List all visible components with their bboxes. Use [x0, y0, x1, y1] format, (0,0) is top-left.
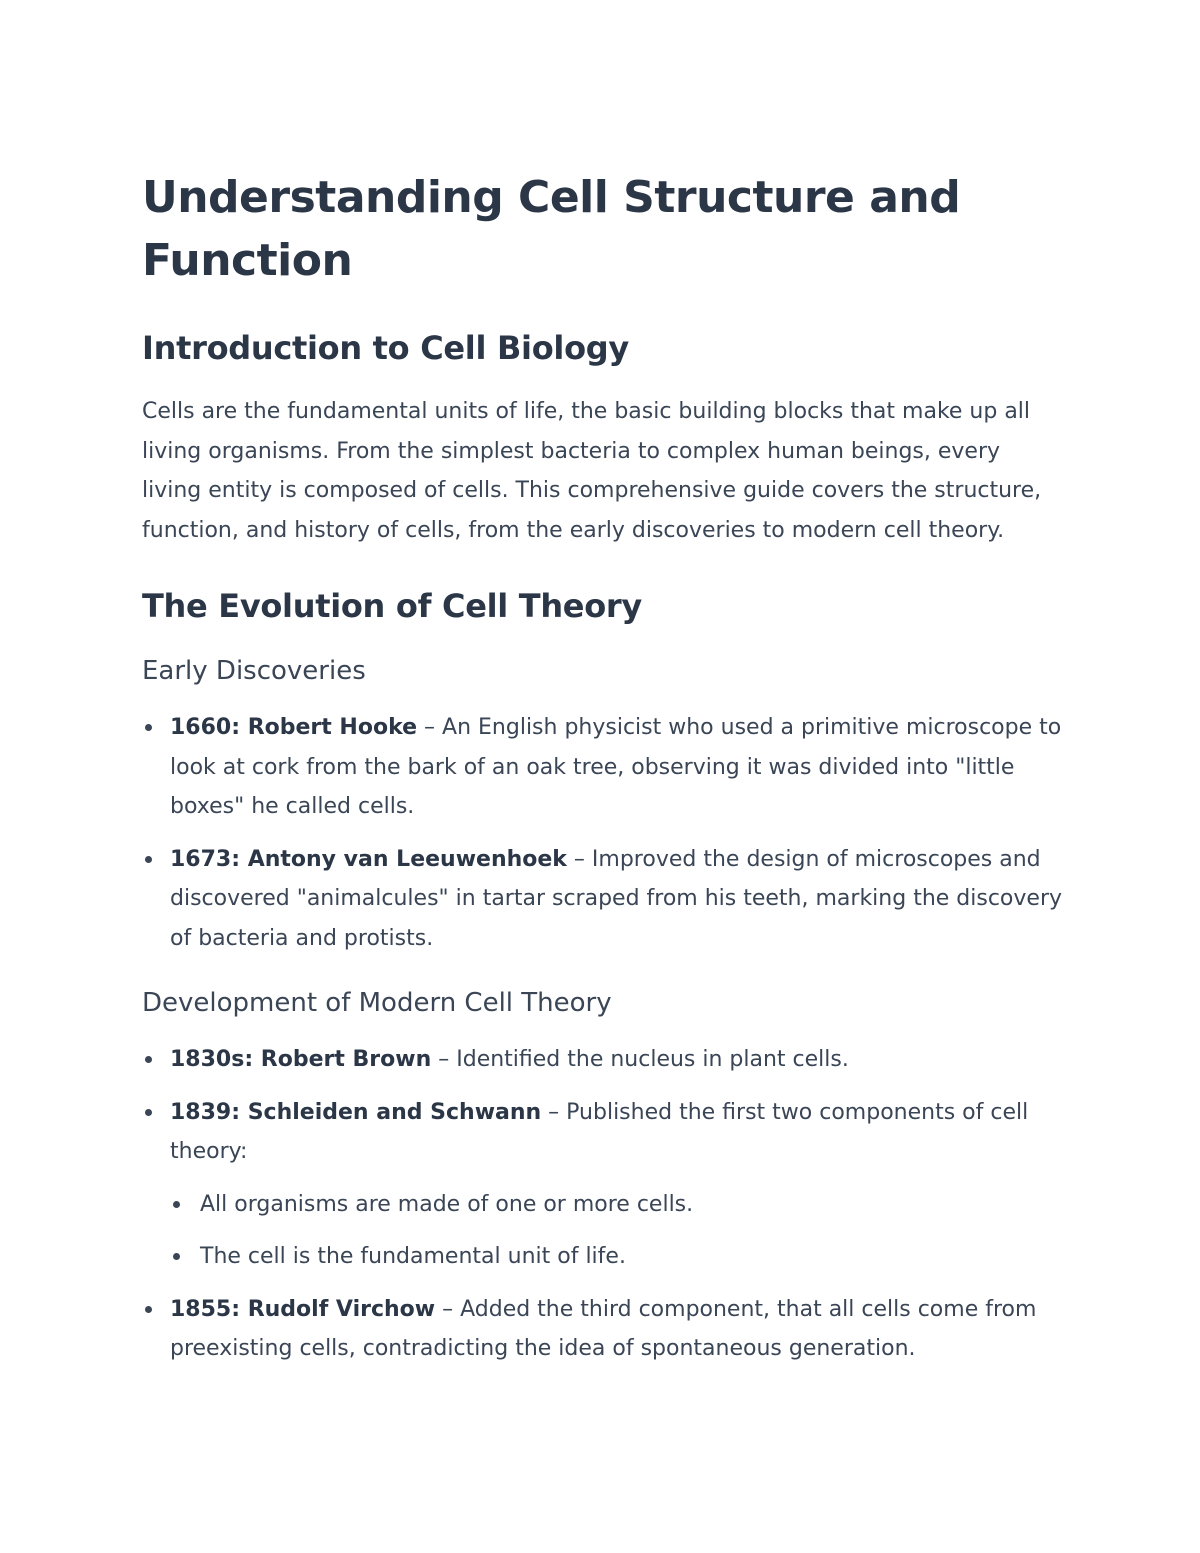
list-item-text: – Published the first two components of cell theory:	[170, 1099, 1029, 1164]
list-item	[142, 1040, 1062, 1080]
list-item-text: – An English physicist who used a primitive microscope to look at cork from the bark of an oak tree, observing it was divided into "little boxes" he called cells.	[170, 715, 1062, 819]
list-item-lead: 1660: Robert Hooke	[170, 715, 418, 740]
list-item-text: – Added the third component, that all cells come from preexisting cells, contradicting the idea of spontaneous generation.	[170, 1296, 1037, 1361]
early-discoveries-list	[142, 708, 1062, 958]
sub-list-item: All organisms are made of one or more cells.	[170, 1185, 1062, 1225]
list-item-text: – Improved the design of microscopes and discovered "animalcules" in tartar scraped from his teeth, marking the discovery of bacteria and protists.	[170, 846, 1063, 951]
modern-cell-theory-list	[142, 1040, 1062, 1369]
list-item-text: – Identified the nucleus in plant cells.	[431, 1047, 849, 1072]
list-item-lead: 1830s: Robert Brown	[170, 1047, 432, 1072]
document-title: Understanding Cell Structure and Function	[142, 172, 961, 286]
cell-theory-components-list	[170, 1185, 1062, 1277]
section-heading-evolution: The Evolution of Cell Theory	[142, 587, 642, 625]
list-item	[142, 708, 1062, 827]
subheading-early-discoveries: Early Discoveries	[142, 656, 366, 686]
list-item	[142, 1290, 1062, 1369]
subheading-modern-cell-theory: Development of Modern Cell Theory	[142, 988, 612, 1018]
list-item-lead: 1673: Antony van Leeuwenhoek	[170, 846, 567, 872]
list-item-lead: 1839: Schleiden and Schwann	[170, 1099, 542, 1125]
document-page	[142, 166, 1062, 1382]
list-item-lead: 1855: Rudolf Virchow	[170, 1296, 436, 1322]
list-item	[142, 1093, 1062, 1277]
sub-list-item: The cell is the fundamental unit of life.	[170, 1237, 1062, 1277]
intro-paragraph: Cells are the fundamental units of life, the basic building blocks that make up all living organisms. From the simplest bacteria to complex human beings, every living entity is composed of cells. This comprehensive guide covers the structure, function, and history of cells, from the early discoveries to modern cell theory.	[142, 399, 1042, 543]
section-heading-intro: Introduction to Cell Biology	[142, 329, 629, 367]
list-item	[142, 840, 1062, 959]
